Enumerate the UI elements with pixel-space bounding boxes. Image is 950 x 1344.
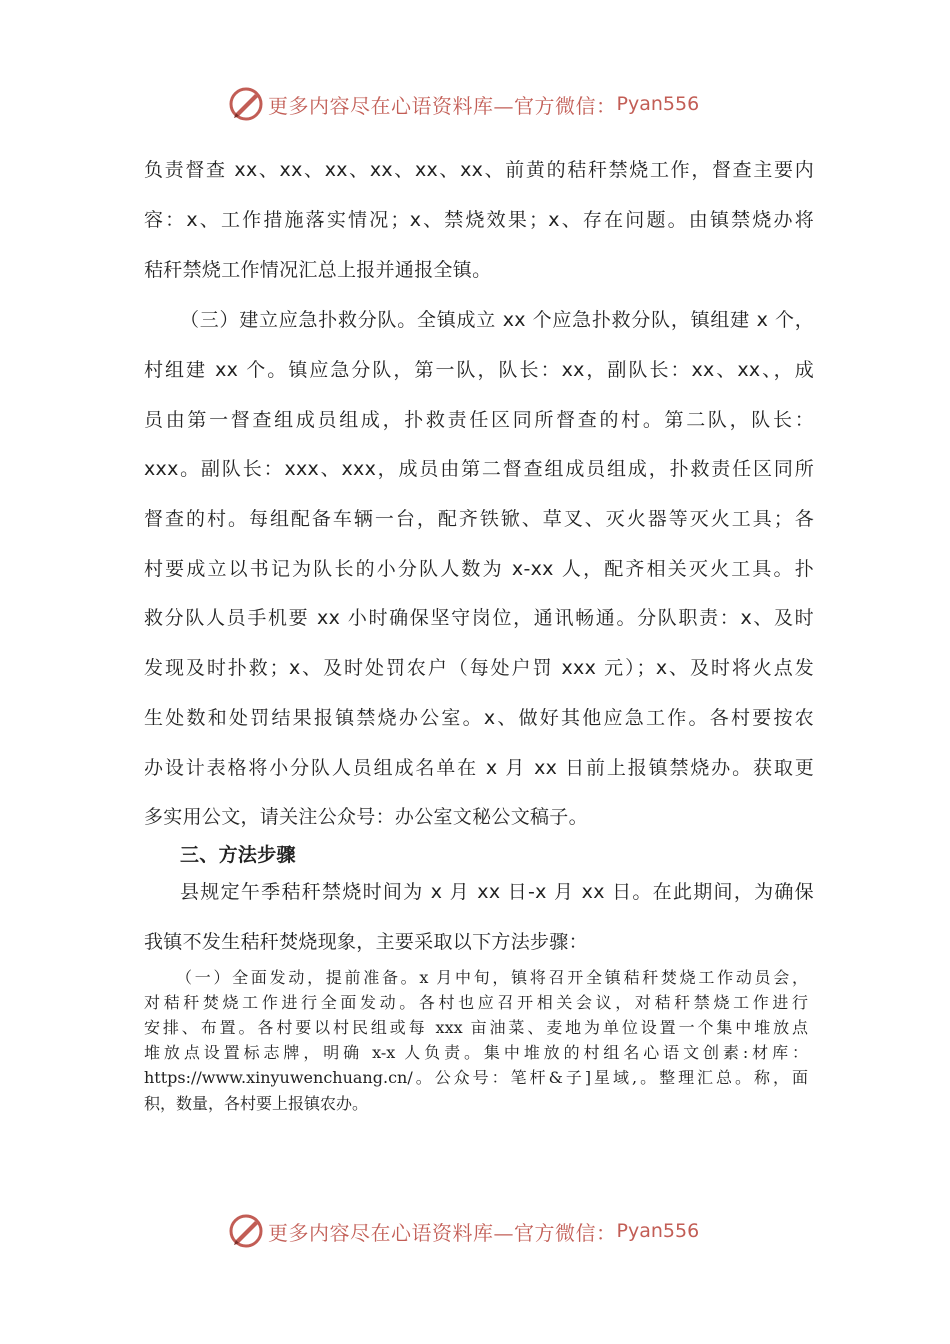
- banner-text: 更多内容尽在心语资料库—官方微信：: [268, 93, 617, 118]
- section-heading: 三、方法步骤: [180, 844, 296, 866]
- body-line: 村要成立以书记为队长的小分队人数为 x-xx 人，配齐相关灭火工具。扑: [144, 558, 814, 580]
- body-line: 员由第一督查组成员组成，扑救责任区同所督查的村。第二队，队长：: [144, 409, 814, 431]
- body-line: 救分队人员手机要 xx 小时确保坚守岗位，通讯畅通。分队职责：x、及时: [144, 607, 814, 629]
- body-line: 办设计表格将小分队人员组成名单在 x 月 xx 日前上报镇禁烧办。获取更: [144, 757, 814, 779]
- pen-logo-icon: [228, 86, 264, 122]
- banner-text: 更多内容尽在心语资料库—官方微信：: [268, 1220, 617, 1245]
- wechat-id: Pyan556: [616, 93, 700, 115]
- footer-banner: [228, 1211, 699, 1251]
- body-line: （三）建立应急扑救分队。全镇成立 xx 个应急扑救分队，镇组建 x 个，: [180, 309, 814, 331]
- wechat-id: Pyan556: [616, 1220, 700, 1242]
- pen-logo-icon: [228, 1213, 264, 1249]
- body-line: 负责督查 xx、xx、xx、xx、xx、xx、前黄的秸秆禁烧工作，督查主要内: [144, 159, 814, 181]
- small-paragraph-line: 安排、布置。各村要以村民组或每 xxx 亩油菜、麦地为单位设置一个集中堆放点: [144, 1018, 808, 1037]
- small-paragraph-line: 堆放点设置标志牌，明确 x-x 人负责。集中堆放的村组名心语文创素:材库：: [144, 1043, 808, 1062]
- body-line: 督查的村。每组配备车辆一台，配齐铁锨、草叉、灭火器等灭火工具；各: [144, 508, 814, 530]
- small-paragraph-line: （一）全面发动，提前准备。x 月中旬，镇将召开全镇秸秆焚烧工作动员会，: [176, 968, 808, 987]
- body-line: 发现及时扑救；x、及时处罚农户（每处户罚 xxx 元）；x、及时将火点发: [144, 657, 814, 679]
- small-paragraph-line: 对秸秆焚烧工作进行全面发动。各村也应召开相关会议，对秸秆禁烧工作进行: [144, 993, 808, 1012]
- section-line: 县规定午季秸秆禁烧时间为 x 月 xx 日-x 月 xx 日。在此期间，为确保: [180, 881, 814, 903]
- small-paragraph-line: 积，数量，各村要上报镇农办。: [144, 1094, 369, 1113]
- body-line: 村组建 xx 个。镇应急分队，第一队，队长：xx，副队长：xx、xx、，成: [144, 359, 814, 381]
- header-banner: [228, 84, 699, 124]
- section-line: 我镇不发生秸秆焚烧现象，主要采取以下方法步骤：: [144, 931, 588, 953]
- body-line: 秸秆禁烧工作情况汇总上报并通报全镇。: [144, 259, 492, 281]
- body-line: 生处数和处罚结果报镇禁烧办公室。x、做好其他应急工作。各村要按农: [144, 707, 814, 729]
- small-paragraph-line: https://www.xinyuwenchuang.cn/。公众号：笔杆&子]星域,。整理汇总。称，面: [144, 1068, 808, 1087]
- body-line: 多实用公文，请关注公众号：办公室文秘公文稿子。: [144, 806, 588, 828]
- body-line: xxx。副队长：xxx、xxx，成员由第二督查组成员组成，扑救责任区同所: [144, 458, 814, 480]
- body-line: 容：x、工作措施落实情况；x、禁烧效果；x、存在问题。由镇禁烧办将: [144, 209, 814, 231]
